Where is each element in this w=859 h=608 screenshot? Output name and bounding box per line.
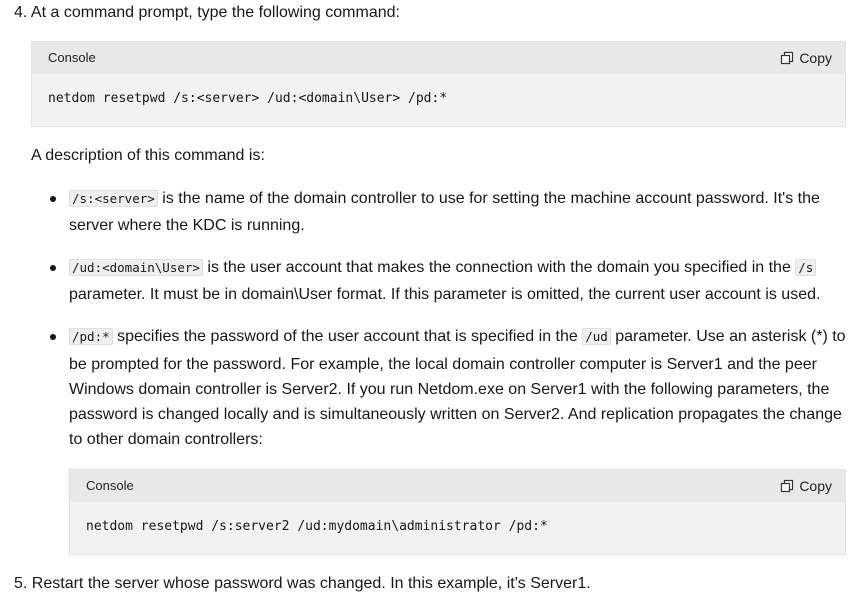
bullet-3-line-1 bbox=[69, 327, 846, 347]
code-language-label: Console bbox=[86, 478, 134, 493]
step-number: 4. bbox=[14, 4, 28, 21]
bullet-3-line-2: be prompted for the password. For example, the local domain controller computer is Server1 and the peer bbox=[69, 356, 817, 373]
inline-code: /s:<server> bbox=[69, 190, 158, 207]
bullet-1-line-2: server where the KDC is running. bbox=[69, 217, 305, 234]
step-text: At a command prompt, type the following command: bbox=[30, 4, 400, 21]
code-block bbox=[31, 41, 846, 127]
bullet-text: parameter. Use an asterisk (*) to bbox=[610, 328, 846, 345]
bullet-1-line-1 bbox=[69, 189, 820, 209]
copy-label: Copy bbox=[799, 478, 832, 494]
bullet-2-line-1 bbox=[69, 258, 816, 278]
copy-icon bbox=[780, 479, 794, 493]
copy-button[interactable] bbox=[780, 478, 832, 494]
bullet-2-line-2: parameter. It must be in domain\User format. If this parameter is omitted, the current user account is used. bbox=[69, 286, 821, 303]
inline-code: /ud:<domain\User> bbox=[69, 259, 203, 276]
step-text: Restart the server whose password was changed. In this example, it's Server1. bbox=[31, 575, 591, 592]
step-4 bbox=[14, 4, 400, 22]
step-number: 5. bbox=[14, 575, 28, 592]
inline-code: /s bbox=[795, 259, 816, 276]
bullet-text: is the name of the domain controller to use for setting the machine account password. It's the bbox=[157, 190, 820, 207]
inline-code: /pd:* bbox=[69, 328, 113, 345]
bullet-dot bbox=[50, 265, 56, 271]
code-text: netdom resetpwd /s:server2 /ud:mydomain\administrator /pd:* bbox=[86, 519, 548, 534]
description-intro: A description of this command is: bbox=[31, 147, 265, 164]
copy-button[interactable] bbox=[780, 50, 832, 66]
bullet-3-line-3: Windows domain controller is Server2. If you run Netdom.exe on Server1 with the following parameters, the bbox=[69, 381, 830, 398]
code-block bbox=[69, 469, 846, 555]
step-5 bbox=[14, 575, 591, 593]
code-text: netdom resetpwd /s:<server> /ud:<domain\User> /pd:* bbox=[48, 91, 448, 106]
bullet-3-line-5: to other domain controllers: bbox=[69, 431, 263, 448]
code-block-header bbox=[70, 470, 845, 502]
bullet-3-line-4: password is changed locally and is simultaneously written on Server2. And replication propagates the change bbox=[69, 406, 842, 423]
code-block-header bbox=[32, 42, 845, 74]
bullet-text: is the user account that makes the connection with the domain you specified in the bbox=[202, 259, 796, 276]
bullet-dot bbox=[50, 196, 56, 202]
bullet-text: specifies the password of the user account that is specified in the bbox=[112, 328, 583, 345]
inline-code: /ud bbox=[582, 328, 611, 345]
code-language-label: Console bbox=[48, 50, 96, 65]
copy-icon bbox=[780, 51, 794, 65]
copy-label: Copy bbox=[799, 50, 832, 66]
bullet-dot bbox=[50, 334, 56, 340]
